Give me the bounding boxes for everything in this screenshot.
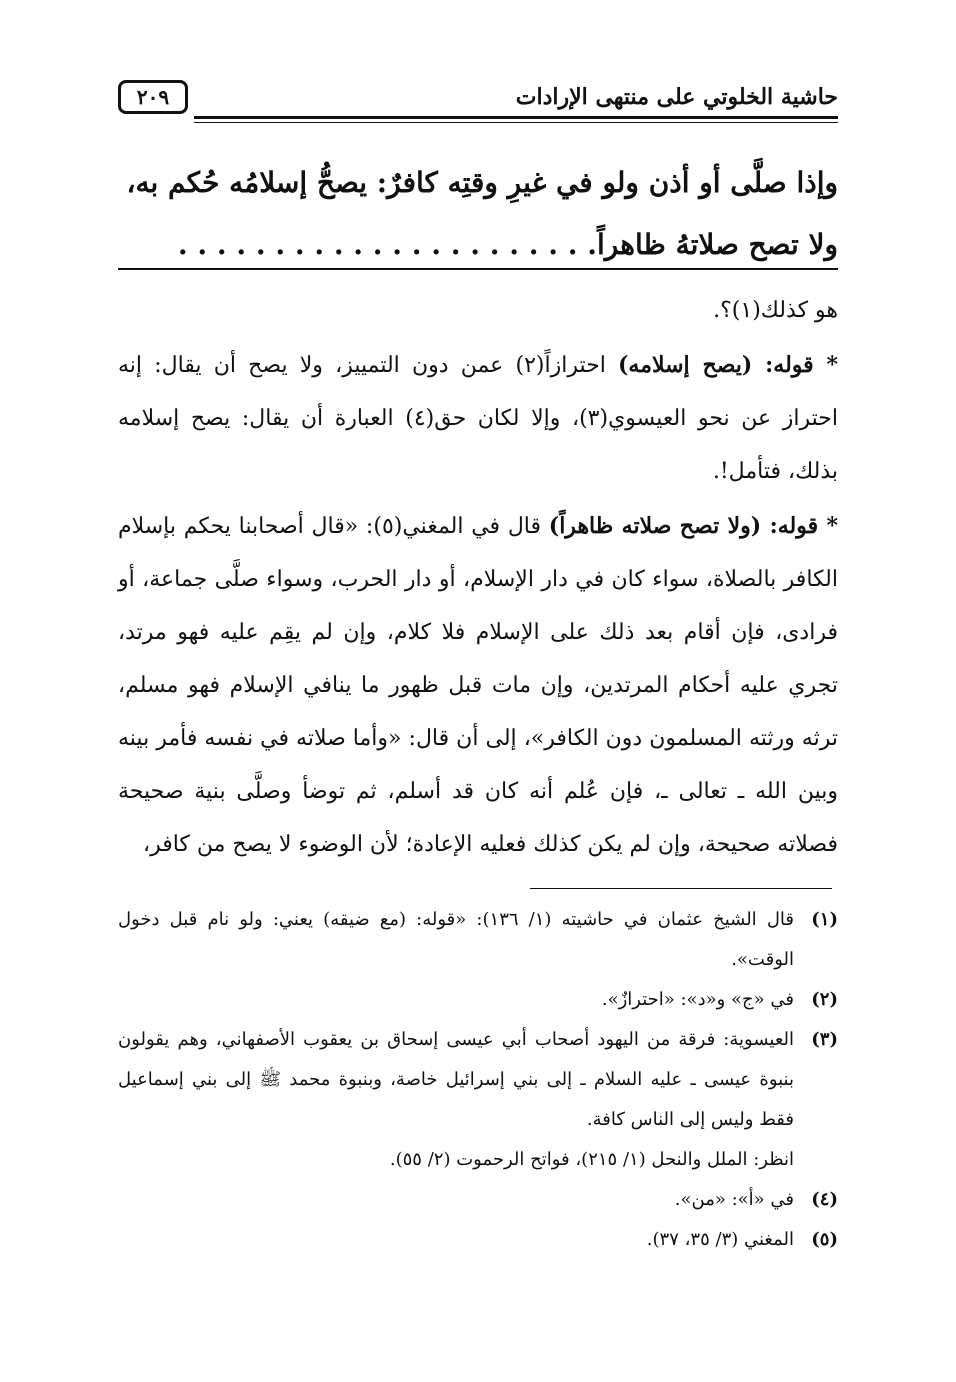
footnote-text: المغني (٣/ ٣٥، ٣٧). xyxy=(646,1229,794,1250)
matn-line: ولا تصح صلاتهُ ظاهراً. . . . . . . . . . . . . . . . . . . . . . xyxy=(177,228,838,261)
paragraph-text: احترازاً(٢) عمن دون التمييز، ولا يصح أن يقال: إنه احتراز عن نحو العيسوي(٣)، وإلا لكان حق(٤) العبارة أن يقال: يصح إسلامه بذلك، فتأمل!. xyxy=(118,353,838,484)
footnote-number: (٥) xyxy=(811,1229,838,1250)
footnote-number: (٤) xyxy=(811,1189,838,1210)
footnotes xyxy=(118,900,838,1260)
footnote xyxy=(118,980,838,1020)
footnote-text: العيسوية: فرقة من اليهود أصحاب أبي عيسى إسحاق بن يعقوب الأصفهاني، وهم يقولون بنبوة عيسى ـ عليه السلام ـ إلى بني إسرائيل خاصة، وبنبوة محمد ﷺ إلى بني إسماعيل فقط وليس إلى الناس كافة. xyxy=(118,1029,794,1130)
commentary-paragraph xyxy=(118,500,838,871)
footnote-number: (٢) xyxy=(811,989,838,1010)
footnote-text: في «ج» و«د»: «احترازٌ». xyxy=(601,989,794,1010)
footnote xyxy=(118,1180,838,1220)
page-number: ٢٠٩ xyxy=(118,80,188,114)
matn-text xyxy=(118,152,838,276)
footnote xyxy=(118,1220,838,1260)
header-rule-thin xyxy=(194,122,838,123)
footnote-number: (٣) xyxy=(811,1029,838,1050)
footnote-separator xyxy=(530,888,832,889)
footnote-text: قال الشيخ عثمان في حاشيته (١/ ١٣٦): «قوله: (مع ضيقه) يعني: ولو نام قبل دخول الوقت». xyxy=(118,909,794,970)
footnote-number: (١) xyxy=(811,909,838,930)
commentary-paragraph: هو كذلك(١)؟. xyxy=(713,298,838,323)
book-title: حاشية الخلوتي على منتهى الإرادات xyxy=(515,84,838,110)
header-rule xyxy=(194,116,838,119)
footnote xyxy=(118,900,838,980)
footnote-reference: انظر: الملل والنحل (١/ ٢١٥)، فواتح الرحموت (٢/ ٥٥). xyxy=(389,1149,794,1170)
running-header xyxy=(118,78,838,130)
quote-label: * قوله: (يصح إسلامه) xyxy=(618,352,838,378)
quote-label: * قوله: (ولا تصح صلاته ظاهراً) xyxy=(548,513,839,539)
footnote xyxy=(118,1020,838,1140)
commentary-body xyxy=(118,284,838,873)
matn-line: وإذا صلَّى أو أذن ولو في غيرِ وقتِه كافرٌ: يصحُّ إسلامُه حُكم به، xyxy=(126,166,838,199)
commentary-paragraph xyxy=(118,339,838,498)
matn-separator xyxy=(118,268,838,270)
footnote-text: في «أ»: «من». xyxy=(674,1189,794,1210)
paragraph-text: قال في المغني(٥): «قال أصحابنا يحكم بإسلام الكافر بالصلاة، سواء كان في دار الإسلام، أو دار الحرب، وسواء صلَّى جماعة، أو فرادى، فإن أقام بعد ذلك على الإسلام فلا كلام، وإن لم يقِم عليه فهو مرتد، تجري عليه أحكام المرتدين، وإن مات قبل ظهور ما ينافي الإسلام فهو مسلم، ترثه ورثته المسلمون دون الكافر»، إلى أن قال: «وأما صلاته في نفسه فأمر بينه وبين الله ـ تعالى ـ، فإن عُلم أنه كان قد أسلم، ثم توضأ وصلَّى بنية صحيحة فصلاته صحيحة، وإن لم يكن كذلك فعليه الإعادة؛ لأن الوضوء لا يصح من كافر، xyxy=(118,514,838,857)
